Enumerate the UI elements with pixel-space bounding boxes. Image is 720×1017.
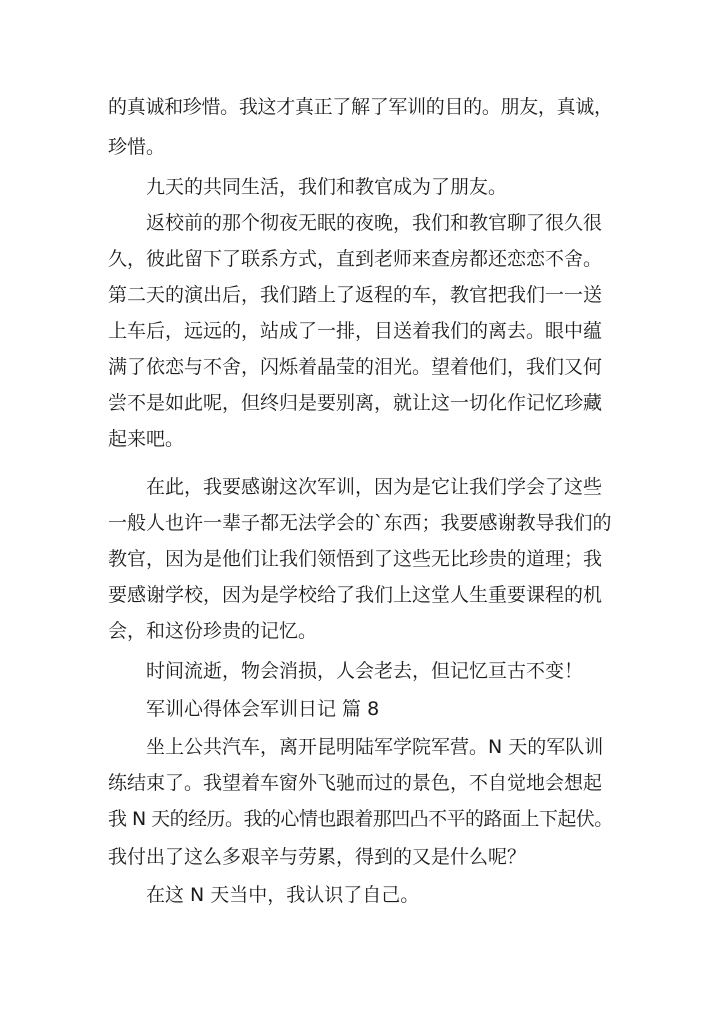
text-line-3: 九天的共同生活，我们和教官成为了朋友。 xyxy=(146,176,508,198)
text-line-14: 要感谢学校，因为是学校给了我们上这堂人生重要课程的机 xyxy=(108,584,603,606)
section-heading: 军训心得体会军训日记 篇 8 xyxy=(146,698,380,720)
text-line-1: 的真诚和珍惜。我这才真正了解了军训的目的。朋友，真诚， xyxy=(108,96,613,118)
text-line-2: 珍惜。 xyxy=(108,136,166,158)
text-line-21: 我付出了这么多艰辛与劳累，得到的又是什么呢？ xyxy=(108,846,527,868)
text-line-5: 久，彼此留下了联系方式，直到老师来查房都还恋恋不舍。 xyxy=(108,248,603,270)
text-line-15: 会，和这份珍贵的记忆。 xyxy=(108,620,318,642)
text-line-12: 一般人也许一辈子都无法学会的`东西；我要感谢教导我们的 xyxy=(108,512,612,534)
text-line-22: 在这 N 天当中，我认识了自己。 xyxy=(146,884,420,906)
text-line-4: 返校前的那个彻夜无眠的夜晚，我们和教官聊了很久很 xyxy=(146,212,603,234)
text-line-6: 第二天的演出后，我们踏上了返程的车，教官把我们一一送 xyxy=(108,284,603,306)
text-line-18: 坐上公共汽车，离开昆明陆军学院军营。N 天的军队训 xyxy=(146,736,604,758)
text-line-16: 时间流逝，物会消损，人会老去，但记忆亘古不变！ xyxy=(146,660,584,682)
text-line-20: 我 N 天的经历。我的心情也跟着那凹凸不平的路面上下起伏。 xyxy=(108,808,613,830)
text-line-8: 满了依恋与不舍，闪烁着晶莹的泪光。望着他们，我们又何 xyxy=(108,356,603,378)
text-line-11: 在此，我要感谢这次军训，因为是它让我们学会了这些 xyxy=(146,476,603,498)
text-line-9: 尝不是如此呢，但终归是要别离，就让这一切化作记忆珍藏 xyxy=(108,392,603,414)
text-line-7: 上车后，远远的，站成了一排，目送着我们的离去。眼中蕴 xyxy=(108,320,603,342)
text-line-19: 练结束了。我望着车窗外飞驰而过的景色，不自觉地会想起 xyxy=(108,772,603,794)
text-line-10: 起来吧。 xyxy=(108,428,185,450)
text-line-13: 教官，因为是他们让我们领悟到了这些无比珍贵的道理；我 xyxy=(108,548,603,570)
